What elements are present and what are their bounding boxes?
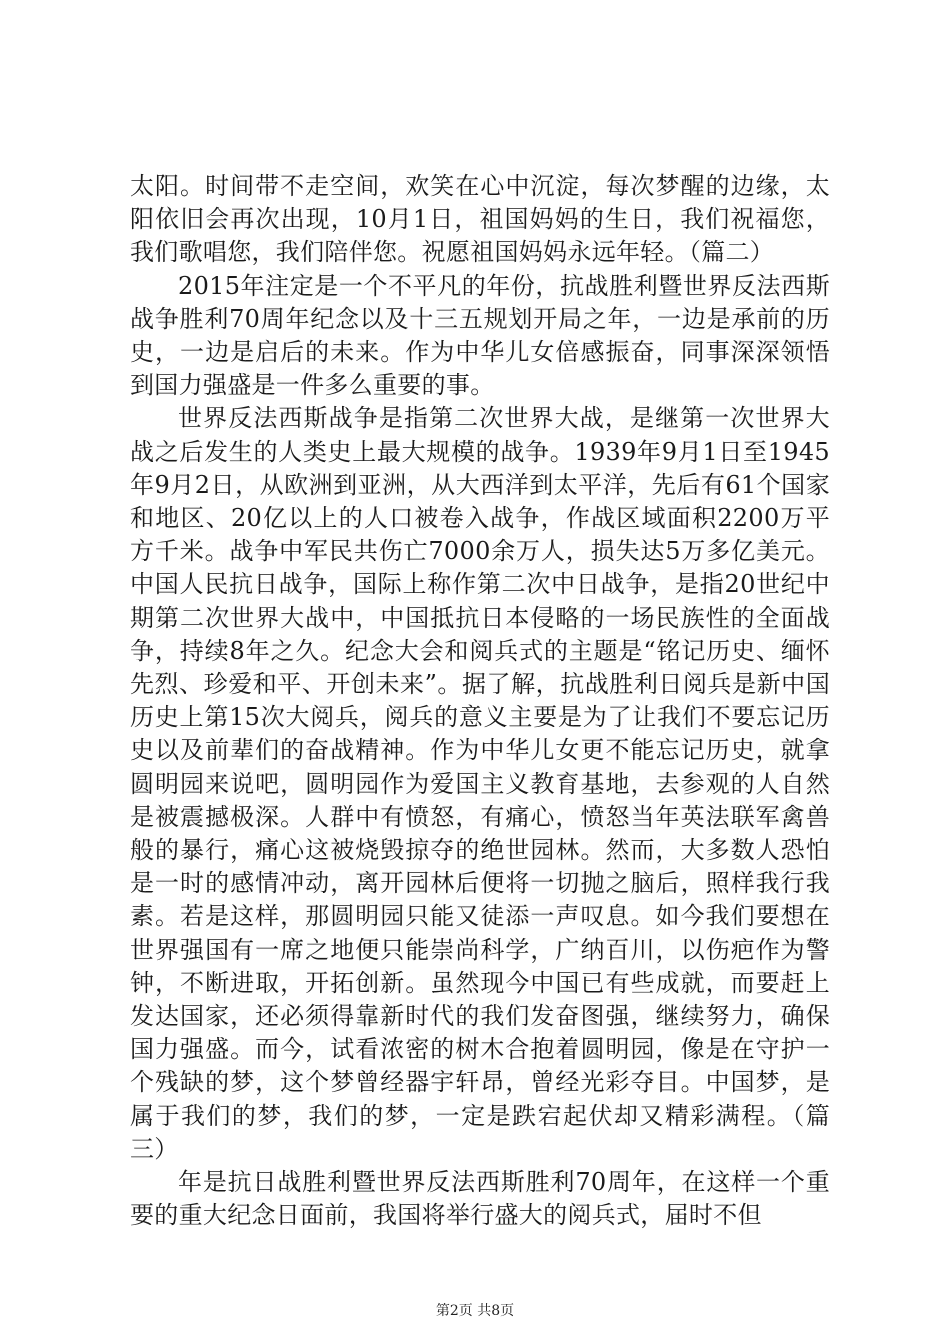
page-footer: 第2页 共8页 — [435, 1303, 515, 1319]
paragraph: 2015年注定是一个不平凡的年份，抗战胜利暨世界反法西斯战争胜利70周年纪念以及十三五规划开局之年，一边是承前的历史，一边是启后的未来。作为中华儿女倍感振奋，同事深深领悟到国力强盛是一件多么重要的事。 — [130, 271, 830, 400]
document-body — [130, 170, 830, 1233]
paragraph: 年是抗日战胜利暨世界反法西斯胜利70周年，在这样一个重要的重大纪念日面前，我国将举行盛大的阅兵式，届时不但 — [130, 1168, 830, 1230]
paragraph-continued: 太阳。时间带不走空间，欢笑在心中沉淀，每次梦醒的边缘，太阳依旧会再次出现，10月1日，祖国妈妈的生日，我们祝福您，我们歌唱您，我们陪伴您。祝愿祖国妈妈永远年轻。（篇二） — [130, 172, 830, 267]
paragraph: 世界反法西斯战争是指第二次世界大战，是继第一次世界大战之后发生的人类史上最大规模的战争。1939年9月1日至1945年9月2日，从欧洲到亚洲，从大西洋到太平洋，先后有61个国家和地区、20亿以上的人口被卷入战争，作战区域面积2200万平方千米。战争中军民共伤亡7000余万人，损失达5万多亿美元。中国人民抗日战争，国际上称作第二次中日战争，是指20世纪中期第二次世界大战中，中国抵抗日本侵略的一场民族性的全面战争，持续8年之久。纪念大会和阅兵式的主题是“铭记历史、缅怀先烈、珍爱和平、开创未来”。据了解，抗战胜利日阅兵是新中国历史上第15次大阅兵，阅兵的意义主要是为了让我们不要忘记历史以及前辈们的奋战精神。作为中华儿女更不能忘记历史，就拿圆明园来说吧，圆明园作为爱国主义教育基地，去参观的人自然是被震撼极深。人群中有愤怒，有痛心，愤怒当年英法联军禽兽般的暴行，痛心这被烧毁掠夺的绝世园林。然而，大多数人恐怕是一时的感情冲动，离开园林后便将一切抛之脑后，照样我行我素。若是这样，那圆明园只能又徒添一声叹息。如今我们要想在世界强国有一席之地便只能崇尚科学，广纳百川，以伤疤作为警钟，不断进取，开拓创新。虽然现今中国已有些成就，而要赶上发达国家，还必须得靠新时代的我们发奋图强，继续努力，确保国力强盛。而今，试看浓密的树木合抱着圆明园，像是在守护一个残缺的梦，这个梦曾经器宇轩昂，曾经光彩夺目。中国梦，是属于我们的梦，我们的梦，一定是跌宕起伏却又精彩满程。（篇三） — [130, 404, 830, 1163]
